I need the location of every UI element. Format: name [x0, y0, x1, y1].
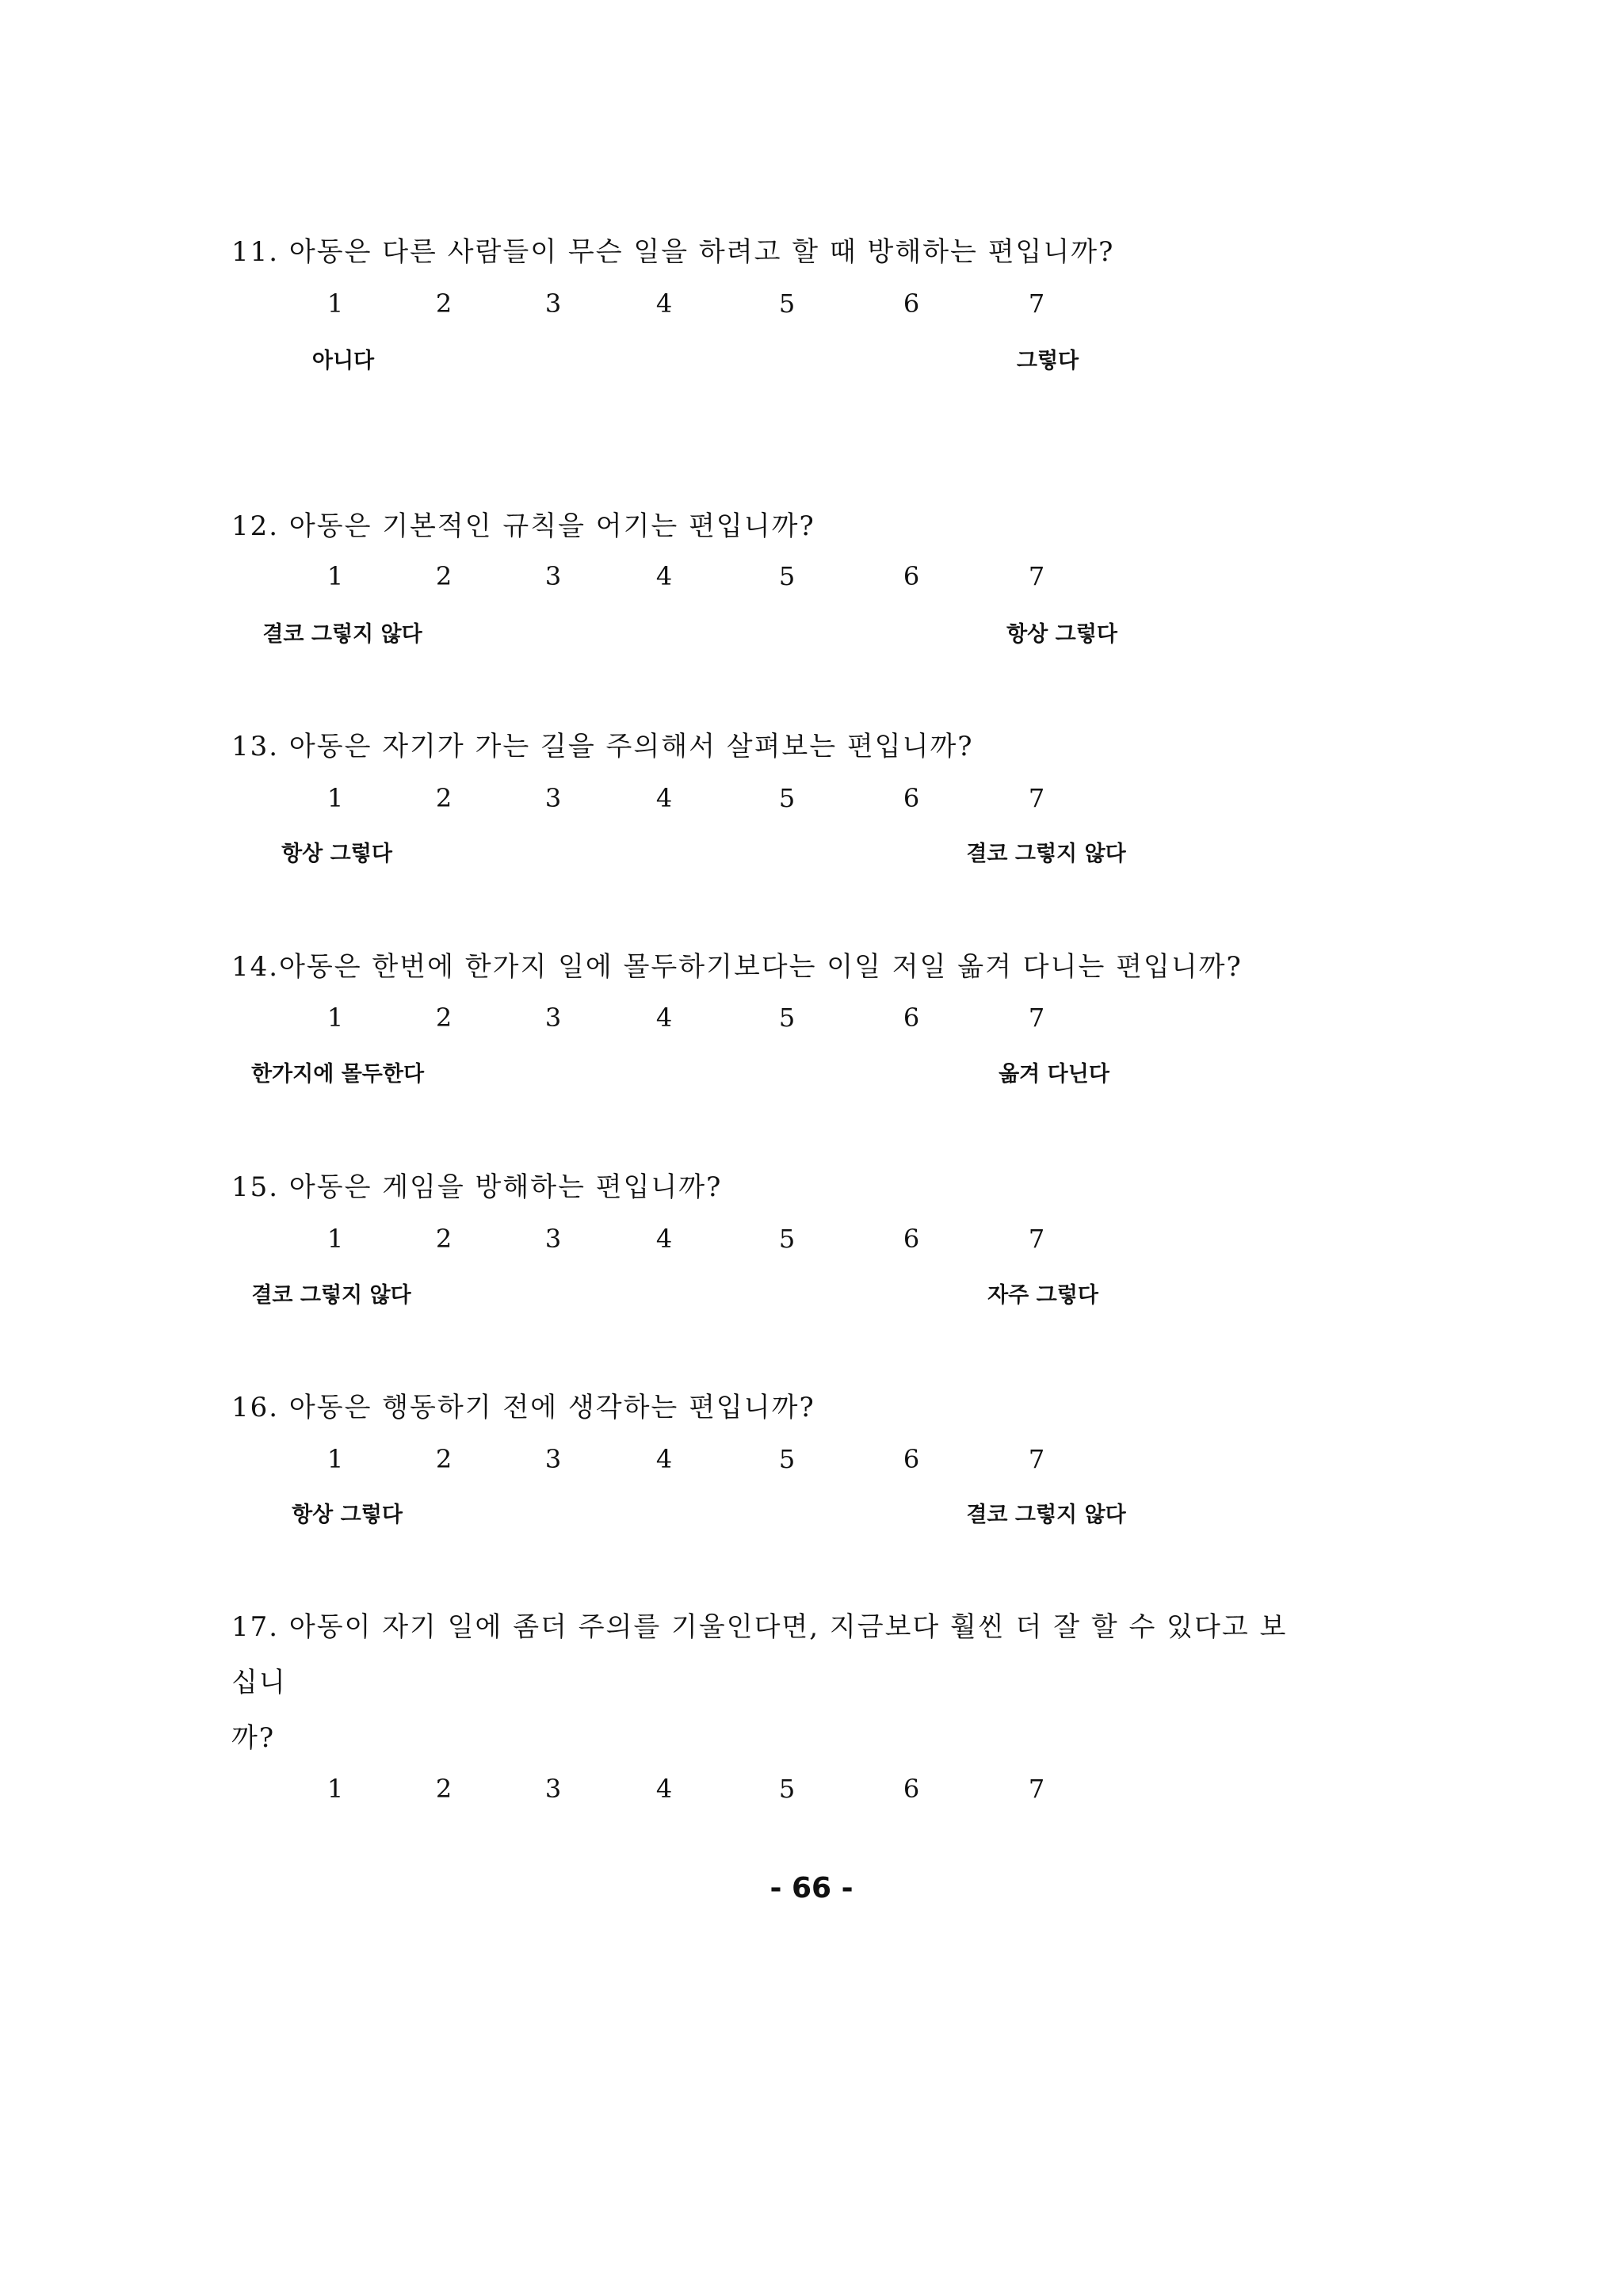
question-12-right-label: 항상 그렇다	[1006, 622, 1117, 647]
scale-option-2[interactable]: 2	[435, 1003, 453, 1033]
scale-option-3[interactable]: 3	[544, 783, 562, 813]
question-17-text-line-3: 까?	[231, 1722, 276, 1754]
scale-option-2[interactable]: 2	[435, 1444, 453, 1474]
scale-option-1[interactable]: 1	[327, 1774, 344, 1804]
scale-option-7[interactable]: 7	[1028, 1003, 1045, 1033]
question-14-scale	[0, 1003, 1623, 1034]
scale-option-6[interactable]: 6	[903, 1224, 920, 1254]
scale-option-1[interactable]: 1	[327, 288, 344, 319]
scale-option-6[interactable]: 6	[903, 1774, 920, 1804]
scale-option-4[interactable]: 4	[655, 1003, 673, 1033]
scale-option-1[interactable]: 1	[327, 1444, 344, 1474]
question-12-scale	[0, 561, 1623, 593]
scale-option-3[interactable]: 3	[544, 1444, 562, 1474]
scale-option-6[interactable]: 6	[903, 783, 920, 813]
scale-option-3[interactable]: 3	[544, 561, 562, 591]
scale-option-2[interactable]: 2	[435, 561, 453, 591]
scale-option-6[interactable]: 6	[903, 1003, 920, 1033]
question-11-scale	[0, 288, 1623, 320]
question-14-text: 14.아동은 한번에 한가지 일에 몰두하기보다는 이일 저일 옮겨 다니는 편입니까?	[231, 951, 1243, 983]
page-number: - 66 -	[769, 1872, 854, 1904]
question-14-left-label: 한가지에 몰두한다	[250, 1062, 425, 1087]
question-15-scale	[0, 1224, 1623, 1255]
question-14-right-label: 옮겨 다닌다	[999, 1062, 1109, 1087]
scale-option-3[interactable]: 3	[544, 288, 562, 319]
scale-option-2[interactable]: 2	[435, 1774, 453, 1804]
scale-option-4[interactable]: 4	[655, 1774, 673, 1804]
scale-option-5[interactable]: 5	[778, 783, 796, 813]
scale-option-1[interactable]: 1	[327, 1224, 344, 1254]
scale-option-7[interactable]: 7	[1028, 1224, 1045, 1254]
scale-option-6[interactable]: 6	[903, 1444, 920, 1474]
scale-option-7[interactable]: 7	[1028, 1774, 1045, 1804]
question-11-left-label: 아니다	[311, 349, 375, 373]
question-16-scale	[0, 1444, 1623, 1476]
scale-option-1[interactable]: 1	[327, 783, 344, 813]
scale-option-2[interactable]: 2	[435, 783, 453, 813]
question-13-right-label: 결코 그렇지 않다	[966, 842, 1126, 866]
question-16-text: 16. 아동은 행동하기 전에 생각하는 편입니까?	[231, 1392, 815, 1423]
scale-option-5[interactable]: 5	[778, 1774, 796, 1804]
scale-option-3[interactable]: 3	[544, 1774, 562, 1804]
scale-option-5[interactable]: 5	[778, 561, 796, 591]
scale-option-3[interactable]: 3	[544, 1003, 562, 1033]
scale-option-4[interactable]: 4	[655, 1444, 673, 1474]
question-13-left-label: 항상 그렇다	[281, 842, 392, 866]
scale-option-5[interactable]: 5	[778, 1224, 796, 1254]
scale-option-7[interactable]: 7	[1028, 561, 1045, 591]
question-15-text: 15. 아동은 게임을 방해하는 편입니까?	[231, 1171, 723, 1203]
scale-option-1[interactable]: 1	[327, 561, 344, 591]
question-17-text-line-2: 십니	[231, 1667, 287, 1698]
scale-option-2[interactable]: 2	[435, 288, 453, 319]
scale-option-5[interactable]: 5	[778, 1444, 796, 1474]
question-11-right-label: 그렇다	[1016, 349, 1079, 373]
scale-option-4[interactable]: 4	[655, 561, 673, 591]
scale-option-2[interactable]: 2	[435, 1224, 453, 1254]
scale-option-4[interactable]: 4	[655, 1224, 673, 1254]
scale-option-3[interactable]: 3	[544, 1224, 562, 1254]
question-15-left-label: 결코 그렇지 않다	[251, 1283, 411, 1308]
question-12-text: 12. 아동은 기본적인 규칙을 어기는 편입니까?	[231, 510, 815, 542]
scale-option-6[interactable]: 6	[903, 561, 920, 591]
scale-option-7[interactable]: 7	[1028, 1444, 1045, 1474]
question-13-scale	[0, 783, 1623, 815]
question-12-left-label: 결코 그렇지 않다	[262, 622, 422, 647]
scale-option-7[interactable]: 7	[1028, 288, 1045, 319]
question-17-scale	[0, 1774, 1623, 1805]
scale-option-1[interactable]: 1	[327, 1003, 344, 1033]
question-15-right-label: 자주 그렇다	[987, 1283, 1098, 1308]
question-16-left-label: 항상 그렇다	[292, 1503, 403, 1527]
question-13-text: 13. 아동은 자기가 가는 길을 주의해서 살펴보는 편입니까?	[231, 731, 974, 762]
scale-option-7[interactable]: 7	[1028, 783, 1045, 813]
question-11-text: 11. 아동은 다른 사람들이 무슨 일을 하려고 할 때 방해하는 편입니까?	[231, 236, 1115, 268]
scale-option-4[interactable]: 4	[655, 288, 673, 319]
scale-option-6[interactable]: 6	[903, 288, 920, 319]
question-16-right-label: 결코 그렇지 않다	[966, 1503, 1126, 1527]
scale-option-4[interactable]: 4	[655, 783, 673, 813]
scale-option-5[interactable]: 5	[778, 1003, 796, 1033]
question-17-text-line-1: 17. 아동이 자기 일에 좀더 주의를 기울인다면, 지금보다 훨씬 더 잘 할 수 있다고 보	[231, 1611, 1288, 1643]
scale-option-5[interactable]: 5	[778, 288, 796, 319]
